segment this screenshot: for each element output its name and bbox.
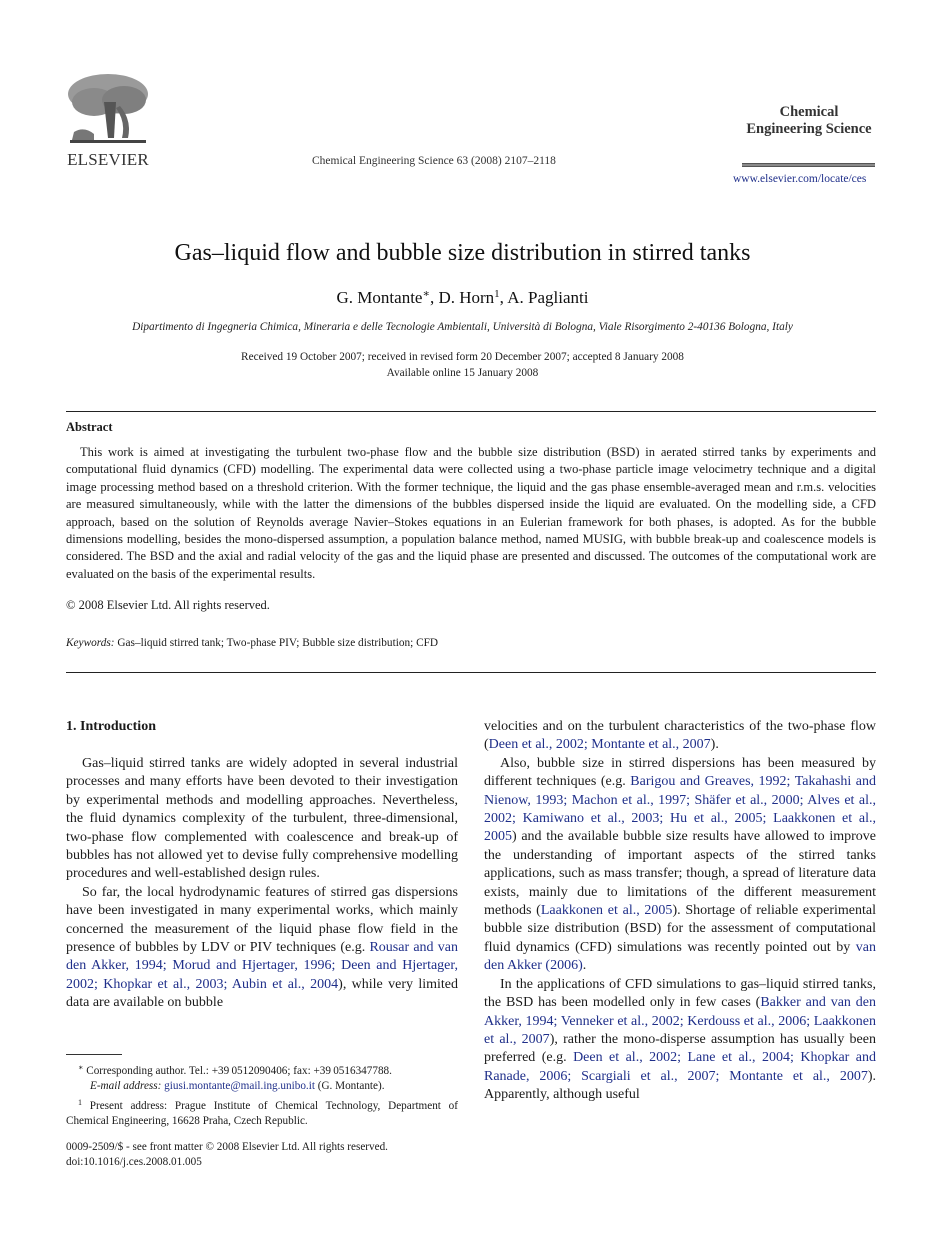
- elsevier-logo: [64, 72, 152, 170]
- citation-link[interactable]: Bakker and van den Akker, 1994; Venneker et al., 2002; Kerdouss et al., 2006; Laakkonen et al., 2007: [484, 995, 876, 1047]
- citation-link[interactable]: Deen et al., 2002; Lane et al., 2004; Khopkar and Ranade, 2006; Scargiali et al., 2007; Montante et al., 2007: [484, 1050, 876, 1084]
- footnote-mark: 1: [78, 1097, 82, 1107]
- paragraph: Gas–liquid stirred tanks are widely adopted in several industrial processes and many efforts have been devoted to their investigation by experimental methods and modelling approaches. Nevertheless, the fluid dynamics complexity of the turbulent, three-dimensional, two-phase flow complemented with coalescence and break-up of bubbles has not allowed yet to devise fully comprehensive modelling procedures and well-established design rules.: [66, 756, 458, 882]
- footnote-corresponding: [66, 1060, 458, 1079]
- affiliation: Dipartimento di Ingegneria Chimica, Mineraria e delle Tecnologie Ambientali, Università di Bologna, Viale Risorgimento 2-40136 Bologna, Italy: [132, 321, 793, 333]
- paragraph-text: ) and the available bubble size results have allowed to improve the understanding of important aspects of the stirred tanks applications, such as mass transfer; though, a spread of literature data exists, mainly due to limitations of the different measurement methods (: [484, 829, 876, 919]
- keywords-label: Keywords:: [66, 637, 115, 649]
- abstract-heading: Abstract: [66, 420, 113, 434]
- citation-link[interactable]: van den Akker (2006): [484, 939, 876, 974]
- footnote-mark[interactable]: 1: [494, 288, 500, 300]
- author-name: D. Horn: [438, 288, 495, 307]
- email-link[interactable]: giusi.montante@mail.ing.unibo.it: [164, 1080, 315, 1093]
- tree-icon: [64, 72, 152, 148]
- author-separator: ,: [499, 288, 508, 307]
- citation-link[interactable]: Deen et al., 2002; Montante et al., 2007: [488, 737, 711, 753]
- doi-line: doi:10.1016/j.ces.2008.01.005: [66, 1156, 202, 1169]
- paragraph-text: So far, the local hydrodynamic features of stirred gas dispersions have been investigated in many experimental works, which mainly concerned the measurement of the liquid phase flow field in the presence of bubbles by LDV or PIV techniques (e.g.: [66, 884, 458, 956]
- paragraph-text: ).: [710, 737, 719, 753]
- author-separator: ,: [429, 288, 439, 307]
- issn-line: 0009-2509/$ - see front matter © 2008 Elsevier Ltd. All rights reserved.: [66, 1141, 388, 1153]
- paragraph-text: In the applications of CFD simulations to gas–liquid stirred tanks, the BSD has been modelled only in few cases (: [484, 976, 876, 1011]
- corresponding-author-mark[interactable]: ∗: [422, 288, 430, 300]
- paragraph-text: ). Shortage of reliable experimental bubble size distribution (BSD) for the assessment of computational fluid dynamics (CFD) simulations was recently pointed out by: [484, 903, 876, 955]
- section-heading-introduction: 1. Introduction: [66, 719, 156, 734]
- publisher-wordmark: ELSEVIER: [67, 150, 149, 169]
- paragraph: [484, 976, 876, 1105]
- online-date: Available online 15 January 2008: [386, 367, 539, 379]
- paragraph-text: ). Apparently, although useful: [484, 1068, 876, 1103]
- journal-citation: Chemical Engineering Science 63 (2008) 2107–2118: [312, 155, 556, 167]
- paragraph-text: .: [582, 958, 587, 974]
- divider-top: [66, 411, 876, 412]
- keywords: [66, 637, 438, 649]
- footnote-mark: ∗: [78, 1063, 84, 1072]
- divider-bottom: [66, 672, 876, 673]
- received-dates: Received 19 October 2007; received in revised form 20 December 2007; accepted 8 January 2008: [241, 351, 684, 363]
- footnote-text: (G. Montante).: [314, 1080, 385, 1093]
- footnote-divider: [66, 1054, 122, 1055]
- citation-link[interactable]: Barigou and Greaves, 1992; Takahashi and Nienow, 1993; Machon et al., 1997; Shäfer et al., 2000; Alves et al., 2002; Kamiwano et al., 2003; Hu et al., 2005; Laakkonen et al., 2005: [484, 774, 877, 845]
- author-name: A. Paglianti: [507, 288, 589, 307]
- footnote-email: [66, 1079, 458, 1094]
- paragraph-text: ), rather the mono-disperse assumption has usually been preferred (e.g.: [484, 1031, 876, 1066]
- paragraph-text: Also, bubble size in stirred dispersions has been measured by different techniques (e.g.: [484, 755, 876, 790]
- footnote-text: Present address: Prague Institute of Chemical Technology, Department of Chemical Engineering, 16628 Praha, Czech Republic.: [66, 1099, 458, 1128]
- paragraph: [484, 755, 876, 976]
- front-matter: [66, 1140, 388, 1171]
- footnotes: [66, 1060, 458, 1130]
- brand-divider: [742, 163, 875, 167]
- author-list: [0, 287, 925, 308]
- paragraph-text: velocities and on the turbulent characteristics of the two-phase flow (: [484, 719, 876, 753]
- right-column: [484, 718, 876, 1105]
- journal-brand-line-1: Chemical: [779, 104, 839, 120]
- journal-brand: [740, 104, 878, 138]
- journal-url-link[interactable]: www.elsevier.com/locate/ces: [733, 173, 867, 185]
- abstract-body: This work is aimed at investigating the turbulent two-phase flow and the bubble size distribution (BSD) in aerated stirred tanks by experiments and computational fluid dynamics (CFD) modelling. The experimental data were collected using a two-phase particle image velocimetry technique and a digital image processing method based on a threshold criterion. With the former technique, the liquid and the gas phase ensemble-averaged mean and r.m.s. velocities are measured simultaneously, while with the latter the dimensions of the bubbles dispersed inside the liquid are evaluated. On the modelling side, a CFD approach, based on the solution of Reynolds average Navier–Stokes equations in an Eulerian framework for both phases, is adopted. As for the bubble dimensions modelling, besides the mono-dispersed assumption, a population balance method, named MUSIG, with bubble break-up and coalescence models is considered. The BSD and the axial and radial velocity of the gas and the liquid phase are presented and discussed. The outcomes of the computational work are evaluated on the basis of the experimental results.: [66, 445, 876, 581]
- abstract-copyright: © 2008 Elsevier Ltd. All rights reserved.: [66, 598, 270, 612]
- author-name: G. Montante: [336, 288, 423, 307]
- journal-brand-line-2: Engineering Science: [746, 121, 872, 137]
- footnote-present-address: [66, 1095, 458, 1130]
- keywords-list: Gas–liquid stirred tank; Two-phase PIV; Bubble size distribution; CFD: [117, 637, 439, 649]
- paragraph: [484, 718, 876, 755]
- left-column: [66, 755, 458, 1013]
- article-dates: [0, 349, 925, 381]
- article-title: Gas–liquid flow and bubble size distribution in stirred tanks: [174, 240, 751, 266]
- paragraph-text: ), while very limited data are available on bubble: [66, 976, 458, 1011]
- paragraph: [66, 884, 458, 1013]
- email-label: E-mail address:: [90, 1080, 162, 1093]
- citation-link[interactable]: Rousar and van den Akker, 1994; Morud and Hjertager, 1996; Deen and Hjertager, 2002; Khopkar et al., 2003; Aubin et al., 2004: [66, 940, 458, 992]
- footnote-text: Corresponding author. Tel.: +39 0512090406; fax: +39 0516347788.: [86, 1065, 392, 1077]
- citation-link[interactable]: Laakkonen et al., 2005: [540, 903, 673, 919]
